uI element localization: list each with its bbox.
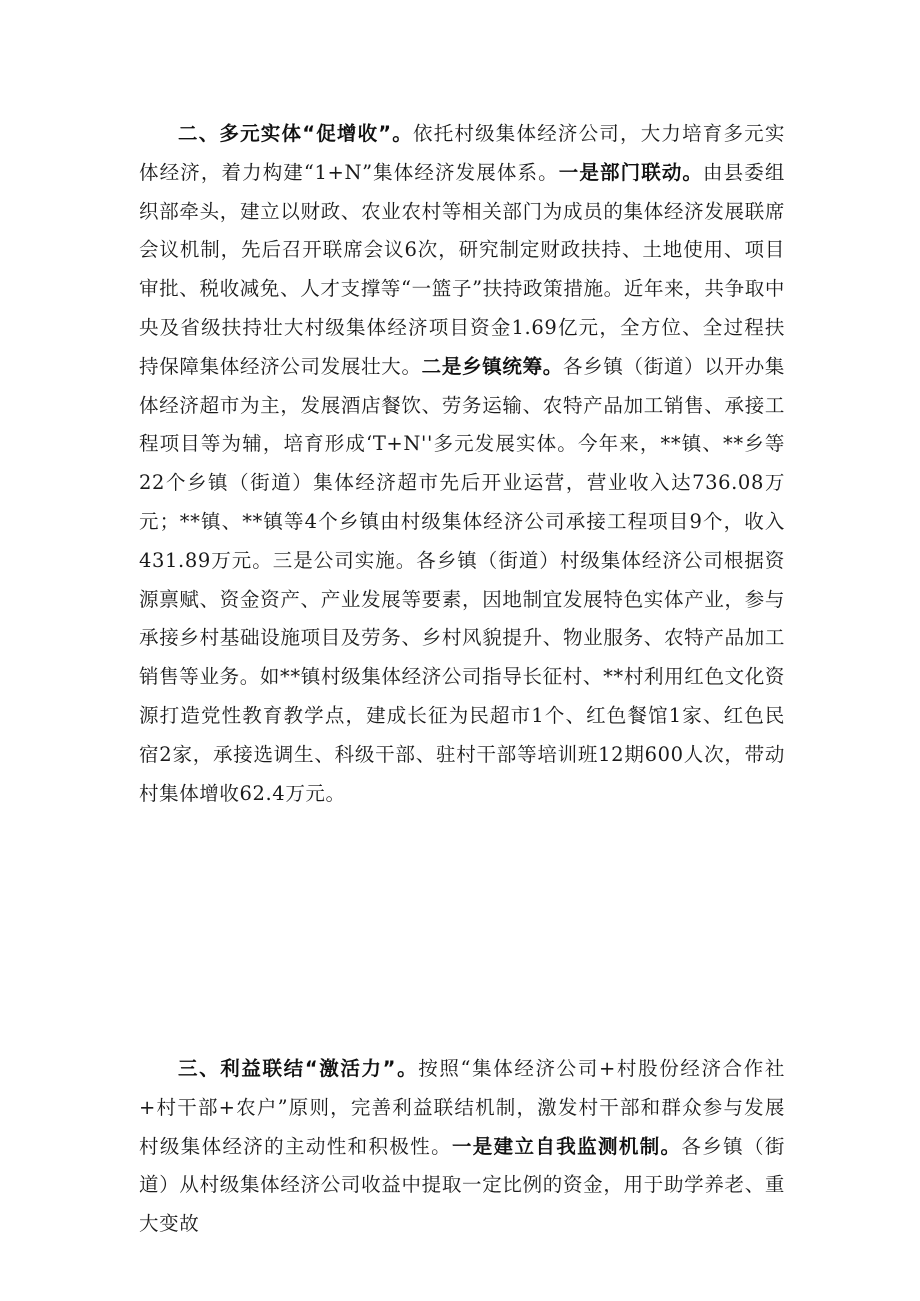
- section-heading-3: 三、利益联结“激活力”。: [178, 1057, 419, 1080]
- body-text: 各乡镇（街道）从村级集体经济公司收益中提取一定比例的资金，用于助学养老、重大变故: [139, 1134, 785, 1236]
- body-text: 依托村级集体经济公司，大力培育多元实体经济，着力构建“1+N”集体经济发展体系。: [139, 122, 785, 184]
- point-heading: 一是部门联动。: [558, 160, 704, 184]
- body-text: 各乡镇（街道）以开办集体经济超市为主，发展酒店餐饮、劳务运输、农特产品加工销售、承接工程项目等为辅，培育形成‘T+N''多元发展实体。今年来，**镇、**乡等22个乡镇（街道）集体经济超市先后开业运营，营业收入达736.08万元；**镇、**镇等4个乡镇由村级集体经济公司承接工程项目9个，收入431.89万元。三是公司实施。各乡镇（街道）村级集体经济公司根据资源禀赋、资金资产、产业发展等要素，因地制宜发展特色实体产业，参与承接乡村基础设施项目及劳务、乡村风貌提升、物业服务、农特产品加工销售等业务。如**镇村级集体经济公司指导长征村、**村利用红色文化资源打造党性教育教学点，建成长征为民超市1个、红色餐馆1家、红色民宿2家，承接选调生、科级干部、驻村干部等培训班12期600人次，带动村集体增收62.4万元。: [139, 354, 785, 805]
- body-text: 按照“集体经济公司+村股份经济合作社+村干部+农户”原则，完善利益联结机制，激发村干部和群众参与发展村级集体经济的主动性和积极性。: [139, 1057, 785, 1158]
- point-heading: 二是乡镇统筹。: [421, 354, 563, 378]
- paragraph-interest-linkage: [139, 1050, 785, 1244]
- paragraph-diversified-entities: [139, 115, 785, 813]
- section-heading-2: 二、多元实体“促增收”。: [178, 122, 414, 145]
- point-heading: 一是建立自我监测机制。: [451, 1134, 682, 1158]
- body-text: 由县委组织部牵头，建立以财政、农业农村等相关部门为成员的集体经济发展联席会议机制，先后召开联席会议6次，研究制定财政扶持、土地使用、项目审批、税收减免、人才支撑等“一篮子”扶持政策措施。近年来，共争取中央及省级扶持壮大村级集体经济项目资金1.69亿元，全方位、全过程扶持保障集体经济公司发展壮大。: [139, 160, 785, 378]
